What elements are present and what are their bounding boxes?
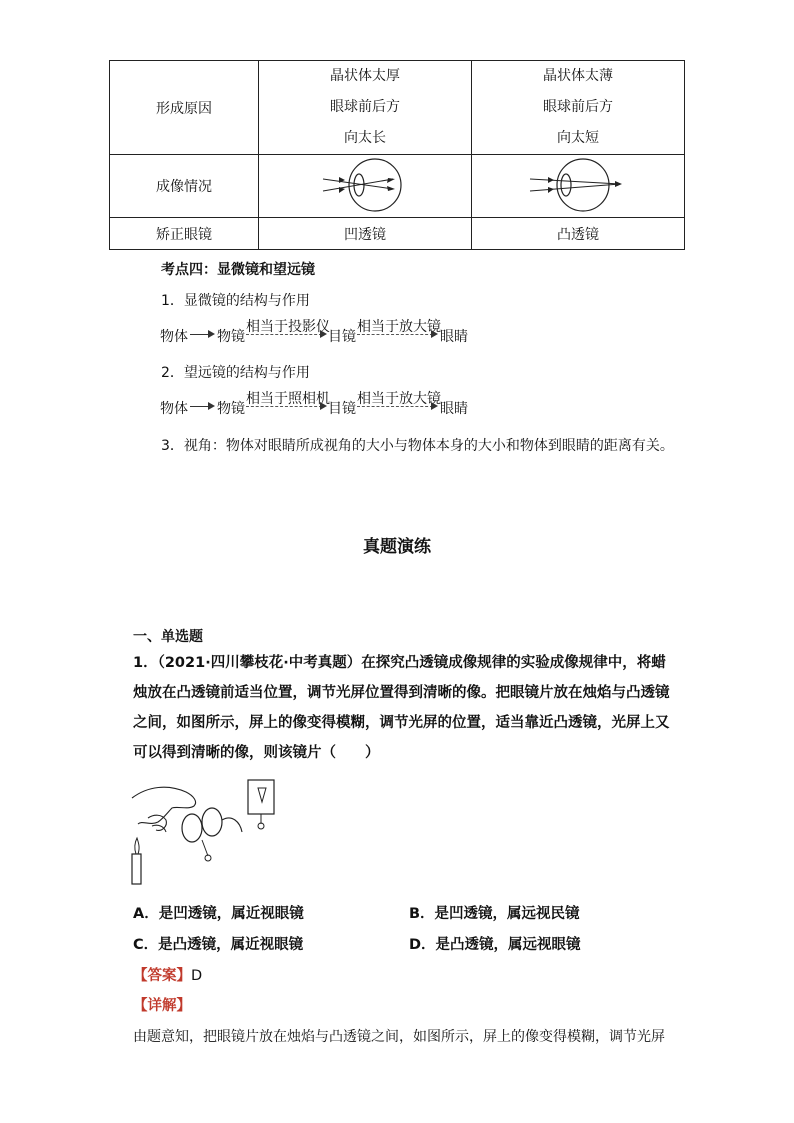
flow-eye: 眼睛: [440, 329, 468, 345]
eye-comparison-table: [109, 60, 685, 250]
flow-objective: 物镜: [217, 401, 245, 417]
flow-eyepiece: 目镜: [328, 329, 356, 345]
detail-text: 由题意知，把眼镜片放在烛焰与凸透镜之间，如图所示，屏上的像变得模糊，调节光屏: [133, 1029, 665, 1045]
answer-line: [133, 964, 202, 985]
cell-line: 向太长: [344, 130, 386, 146]
experiment-figure: [128, 778, 290, 888]
far-eye-diagram-cell: [472, 155, 685, 218]
flow-label: 相当于投影仪: [246, 319, 330, 335]
question-text: 1．（2021·四川攀枝花·中考真题）在探究凸透镜成像规律的实验成像规律中，将蜡烛放在凸透镜前适当位置，调节光屏位置得到清晰的像。把眼镜片放在烛焰与凸透镜之间，如图所示，屏上的像变得模糊，调节光屏的位置，适当靠近凸透镜，光屏上又可以得到清晰的像，则该镜片（ ）: [133, 655, 670, 761]
table-row-correction: [110, 218, 685, 250]
option-c[interactable]: C．是凸透镜，属近视眼镜: [133, 937, 304, 953]
section-title: 真题演练: [363, 537, 431, 557]
cell-line: 晶状体太厚: [330, 68, 400, 84]
table-row-imaging: [110, 155, 685, 218]
arrow-icon: [431, 330, 438, 338]
visual-angle-item: 3．视角：物体对眼睛所成视角的大小与物体本身的大小和物体到眼睛的距离有关。: [161, 438, 674, 454]
flow-label: 相当于放大镜: [357, 391, 441, 407]
near-eye-diagram-cell: [259, 155, 472, 218]
microscope-flow: [160, 316, 480, 350]
question-type: 一、单选题: [133, 629, 203, 645]
far-cause-cell: [472, 61, 685, 155]
section-heading: 考点四：显微镜和望远镜: [161, 262, 315, 278]
arrow-icon: [320, 402, 327, 410]
detail-tag: 【详解】: [133, 998, 191, 1014]
arrow-icon: [320, 330, 327, 338]
cell-line: 眼球前后方: [543, 99, 613, 115]
near-cause-cell: [259, 61, 472, 155]
myopia-eye-diagram: [315, 155, 415, 213]
arrow-icon: [208, 330, 215, 338]
far-correction-cell: 凸透镜: [472, 218, 685, 250]
option-d[interactable]: D．是凸透镜，属远视眼镜: [409, 937, 581, 953]
telescope-flow: [160, 388, 480, 422]
flow-object: 物体: [160, 401, 188, 417]
row-label: 形成原因: [110, 61, 259, 155]
cell-line: 向太短: [557, 130, 599, 146]
cell-line: 眼球前后方: [330, 99, 400, 115]
microscope-item: 1．显微镜的结构与作用: [161, 293, 310, 309]
option-a[interactable]: A．是凹透镜，属近视眼镜: [133, 906, 304, 922]
option-b[interactable]: B．是凹透镜，属远视民镜: [409, 906, 580, 922]
row-label: 矫正眼镜: [110, 218, 259, 250]
answer-tag: 【答案】: [133, 968, 191, 984]
row-label: 成像情况: [110, 155, 259, 218]
flow-label: 相当于照相机: [246, 391, 330, 407]
flow-label: 相当于放大镜: [357, 319, 441, 335]
flow-object: 物体: [160, 329, 188, 345]
telescope-item: 2．望远镜的结构与作用: [161, 365, 310, 381]
arrow-icon: [431, 402, 438, 410]
answer-value: D: [191, 968, 203, 984]
table-row-cause: [110, 61, 685, 155]
flow-eyepiece: 目镜: [328, 401, 356, 417]
arrow-icon: [208, 402, 215, 410]
near-correction-cell: 凹透镜: [259, 218, 472, 250]
hyperopia-eye-diagram: [528, 155, 628, 213]
flow-eye: 眼睛: [440, 401, 468, 417]
cell-line: 晶状体太薄: [543, 68, 613, 84]
flow-objective: 物镜: [217, 329, 245, 345]
